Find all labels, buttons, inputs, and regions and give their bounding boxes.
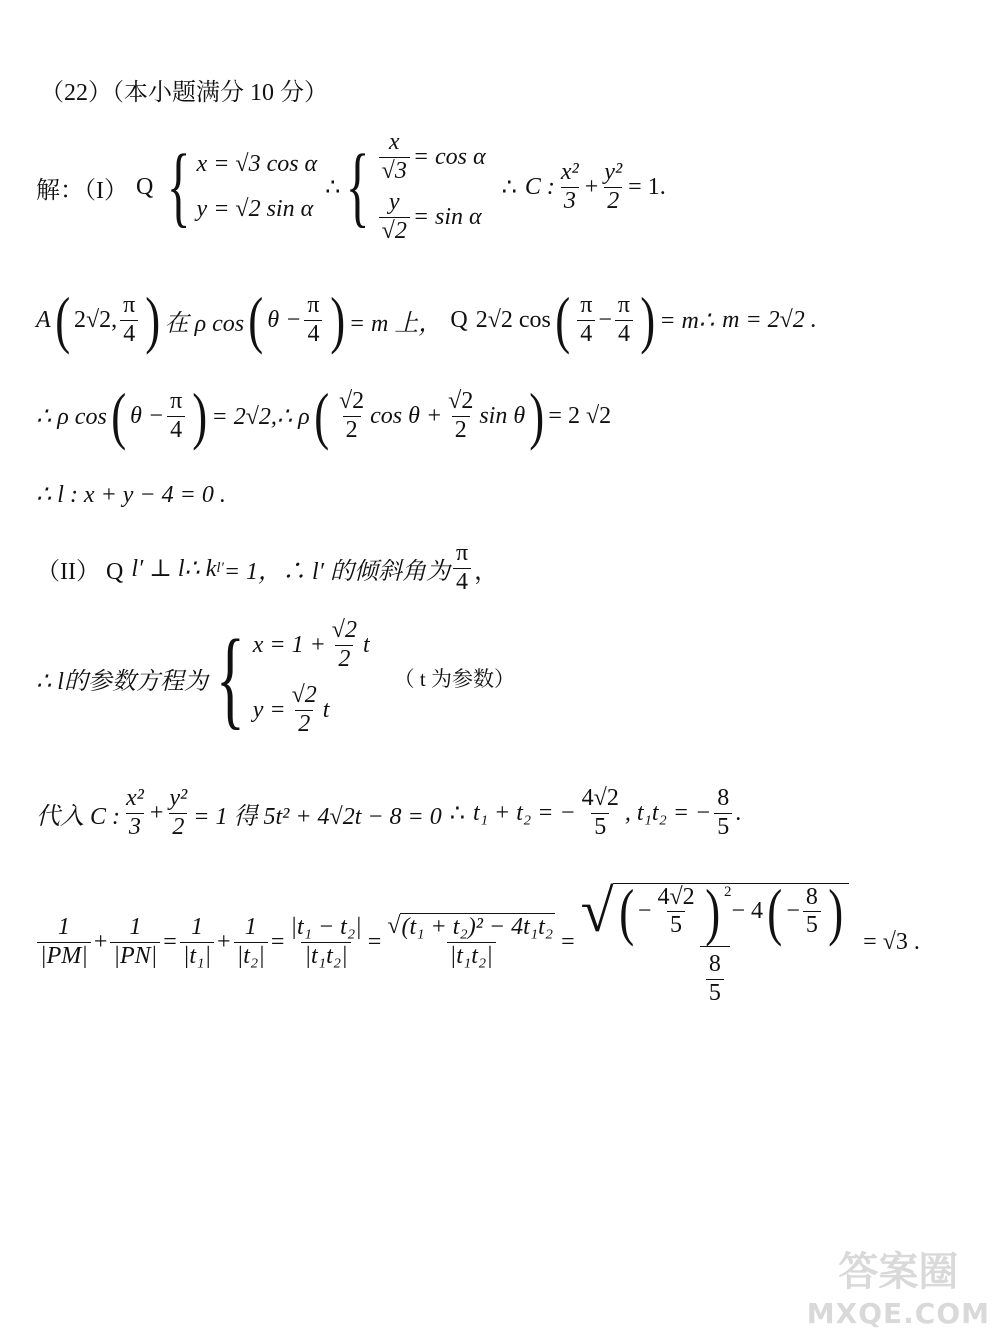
- part2-line: （II） Q l′ ⊥ l∴ k l′ = 1，∴ l′ 的倾斜角为 $\frac{\pi}{4}$ ，: [36, 539, 499, 595]
- substitution-line: 代入 C : $\frac{\text{x²}}{3}$ + $\frac{\text{y²}}{2}$ = 1 得 5t² + 4√2t − 8 = 0 ∴ t₁ + t₂ = − $\frac{4√2}{5}$ , t₁t₂ = − $\frac{8}{5}$ .: [36, 784, 742, 840]
- watermark-logo: 答案圈: [838, 1249, 959, 1295]
- problem-header: （22）（本小题满分 10 分）: [40, 80, 328, 106]
- param-system-1: x = √3 cos α y = √2 sin α: [196, 151, 318, 222]
- fraction: $\frac{\text{x²}}{3}$: [560, 158, 579, 214]
- fraction: $\frac{\text{y²}}{2}$: [604, 158, 623, 214]
- point-a-line: A ( 2√2, $\frac{\pi}{4}$ ) 在 ρ cos ( θ − $\frac{\pi}{4}$ ) = m 上， Q 2√2 cos ( $\frac{\pi}{4}$ − $\frac{\pi}{4}$ ) = m∴ m = 2√2 .: [36, 284, 817, 356]
- part1-line: 解：（I） Q { x = √3 cos α y = √2 sin α ∴ { $\frac{x}{√3}$ = cos α $\frac{y}{√2}$ = sin α ∴ C : $\frac{\text{x²}}{3}$ + $\frac{\text{y²}}{2}$ = 1.: [36, 122, 666, 252]
- left-brace-icon: {: [215, 617, 245, 739]
- param-system-2: $\frac{x}{√3}$ = cos α $\frac{y}{√2}$ = sin α: [376, 127, 486, 247]
- watermark: [807, 1240, 990, 1330]
- line-equation: ∴ l : x + y − 4 = 0 .: [36, 482, 226, 508]
- watermark-url: MXQE.COM: [806, 1297, 990, 1330]
- param-equation: ∴ l的参数方程为 { x = 1 + $\frac{√2}{2}$ t y = $\frac{√2}{2}$ t （ t 为参数）: [36, 617, 515, 739]
- polar-line: ∴ ρ cos ( θ − $\frac{\pi}{4}$ ) = 2√2,∴ ρ ( $\frac{√2}{2}$ cos θ + $\frac{√2}{2}$ sin θ ) = 2 √2: [36, 380, 612, 452]
- final-computation: $\frac{1}{|PM|}$ + $\frac{1}{|PN|}$ = $\frac{1}{\text{|t₁|}}$ + $\frac{1}{\text{|t₂|}}$ = $\frac{\text{|t₁ − t₂|}}{\text{|t₁t₂|}}$ = √ (t₁ + t₂)² − 4t₁t₂ |t₁t₂| = √ ( − $\frac{4√2}{5}$ ) $^2$ − 4 ( − $\frac{8}{5}$ ) $\frac{8}{5}$ = √3 .: [34, 862, 920, 1022]
- left-brace-icon: {: [346, 137, 370, 236]
- left-brace-icon: {: [167, 137, 191, 236]
